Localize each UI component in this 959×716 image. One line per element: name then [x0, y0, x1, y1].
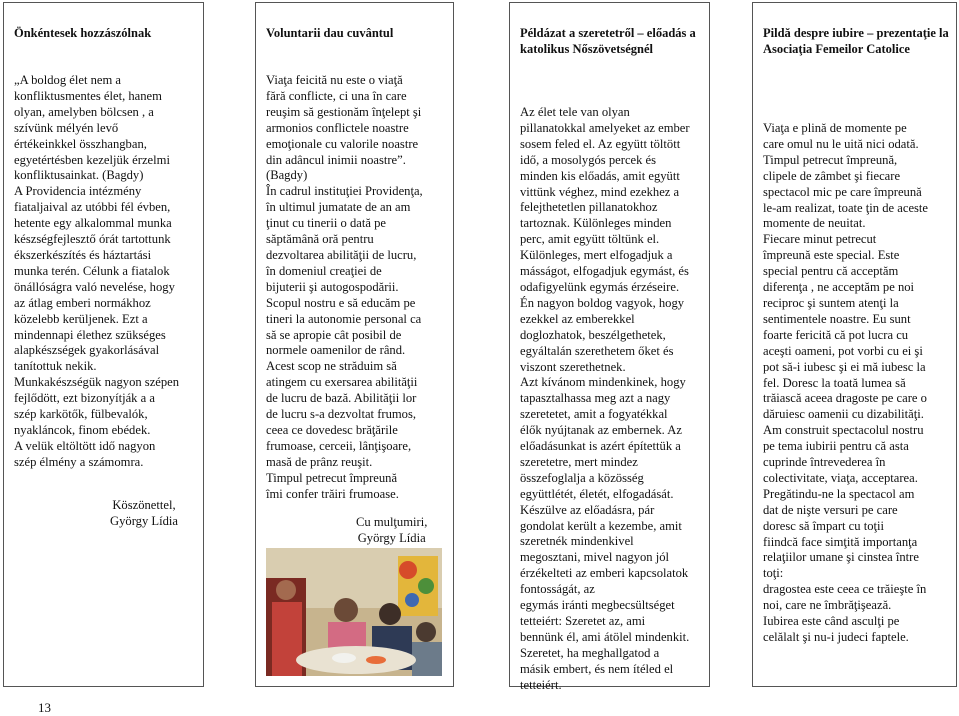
- column-body: „A boldog élet nem a konfliktusmentes élet, hanem olyan, amelyben bölcsen , a szívünk mélyén levő értékeinkkel összhangban, egyetértésben kezeljük érzelmi konfliktusainkat. (Bagdy) A Providencia intézmény fiataljaival az utóbbi fél évben, hetente egy alkalommal munka készségfejlesztő órát tartottunk ékszerkészítés és háztartási munka terén. Célunk a fiatalok önállóságra való nevelése, hogy az átlag emberi normákhoz közelebb kerüljenek. Ezt a mindennapi élethez szükséges alapkészségek gyakorlásával tanítottuk nekik. Munkakészségük nagyon szépen fejlődött, ezt bizonyítják a a szép karkötők, fülbevalók, nyakláncok, finom ebédek. A velük eltöltött idő nagyon szép élmény a számomra.: [14, 73, 180, 469]
- column-title: Önkéntesek hozzászólnak: [14, 26, 152, 40]
- signature: Cu mulţumiri, György Lídia: [356, 515, 428, 545]
- column-love-parable-ro: [752, 2, 957, 687]
- column-body: Viaţa e plină de momente pe care omul nu le uită nici odată. Timpul petrecut împreună, clipele de zâmbet şi fiecare spectacol mic pe care împreună le-am realizat, toate ţin de aceste momente de neuitat. Fiecare minut petrecut împreună este special. Este special pentru că acceptăm diferenţa , ne acceptăm pe noi reciproc şi suntem atenţi la sentimentele noastre. Eu sunt foarte fericită că pot lucra cu aceşti oameni, pot vorbi cu ei şi pot să-i iubesc şi ei mă iubesc la fel. Doresc la toată lumea să trăiască aceea dragoste pe care o dăruiesc oamenii cu dizabilităţi. Am construit spectacolul nostru pe tema iubirii pentru că asta cuprinde întrevederea în colectivitate, viaţa, acceptarea. Pregătindu-ne la spectacol am dat de nişte versuri pe care doresc să împart cu toţii fiindcă face simţită importanţa relaţiilor umane şi cinstea între toţi: dragostea este ceea ce trăieşte în noi, care ne îmbrăţişează. Iubirea este când asculţi pe celălalt şi nu-i judeci faptele.: [763, 121, 929, 644]
- column-title: Példázat a szeretetről – előadás a katolikus Nőszövetségnél: [520, 26, 696, 56]
- volunteers-photo-image: [266, 548, 442, 676]
- column-title: Pildă despre iubire – prezentaţie la Asociaţia Femeilor Catolice: [763, 26, 949, 56]
- signature: Köszönettel, György Lídia: [110, 498, 178, 528]
- column-volunteers-hu: [3, 2, 204, 687]
- volunteers-photo: [266, 548, 442, 676]
- column-body: Viaţa feicită nu este o viaţă fără conflicte, ci una în care reuşim să gestionăm înţelept şi armonios conflictele noastre emoţionale cu valorile noastre din adâncul inimii noastre”. (Bagdy) În cadrul instituţiei Providenţa, în ultimul jumatate de an am ţinut cu tinerii o dată pe săptămână oră pentru dezvoltarea abilităţii de lucru, în domeniul creaţiei de bijuterii şi autogospodării. Scopul nostru e să educăm pe tineri la autonomie personal ca să se apropie cât posibil de normele oamenilor de rând. Acest scop ne străduim să atingem cu exersarea abilităţii de lucru de bază. Abilităţii lor de lucru s-a dezvoltat frumos, ceea ce dovedesc brăţările frumoase, cerceii, lânţişoare, masă de prânz reuşit. Timpul petrecut împreună îmi confer trăiri frumoase.: [266, 73, 423, 501]
- column-body: Az élet tele van olyan pillanatokkal amelyeket az ember sosem feled el. Az együtt töltött idő, a mosolygós percek és minden kis előadás, amit együtt vittünk véghez, mind ezekhez a felejthetetlen pillanatokhoz tartoznak. Különleges minden perc, amit együtt töltünk el. Különleges, mert elfogadjuk a másságot, elfogadjuk egymást, és odafigyelünk egymás érzéseire. Én nagyon boldog vagyok, hogy ezekkel az emberekkel doglozhatok, beszélgethetek, egyáltalán szerethetem őket és viszont szerethetnek. Azt kívánom mindenkinek, hogy tapasztalhassa meg azt a nagy szeretetet, amit a fogyatékkal élők nyújtanak az embernek. Az előadásunkat is azért építettük a szeretetre, mert mindez összefoglalja a közösség együttlétét, életét, elfogadását. Készülve az előadásra, pár gondolat került a kezembe, amit szeretnék mindenkivel megosztani, mivel nagyon jól érzékelteti az emberi kapcsolatok fontosságát, az egymás iránti megbecsültséget tetteiért: Szeretet az, ami bennünk él, ami átölel mindenkit. Szeretet, ha meghallgatod a másik embert, és nem ítéled el tetteiért.: [520, 105, 690, 692]
- column-title: Voluntarii dau cuvântul: [266, 26, 394, 40]
- column-volunteers-ro: [255, 2, 454, 687]
- page-number: 13: [38, 700, 51, 715]
- column-love-parable-hu: [509, 2, 710, 692]
